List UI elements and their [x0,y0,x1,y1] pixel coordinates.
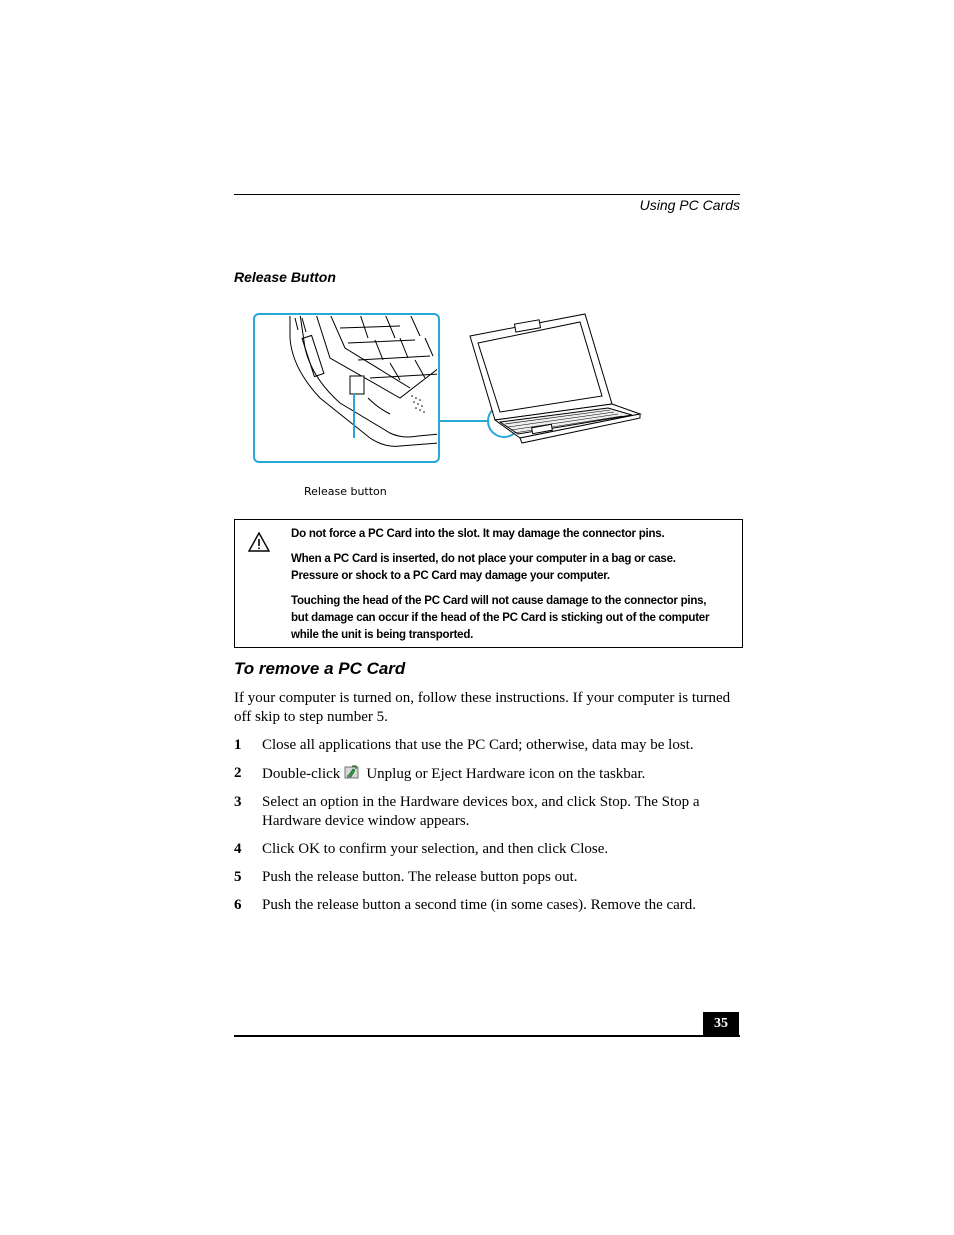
step-number: 6 [234,897,242,913]
step-text: Double-click [262,766,341,782]
step-number: 3 [234,794,242,810]
laptop-overview [470,314,640,443]
figure-caption: Release button [304,485,387,498]
figure-title: Release Button [234,269,336,285]
step-text: Push the release button a second time (in some cases). Remove the card. [262,897,697,913]
caution-box [234,519,743,648]
step-number: 5 [234,869,242,885]
step-item [234,764,740,784]
intro-paragraph: If your computer is turned on, follow these instructions. If your computer is turned off skip to step number 5. [234,690,731,725]
page-number: 35 [703,1012,739,1036]
steps-list [234,736,740,924]
running-header: Using PC Cards [639,197,740,213]
step-text: Close all applications that use the PC Card; otherwise, data may be lost. [262,737,694,753]
caution-paragraph: When a PC Card is inserted, do not place your computer in a bag or case. Pressure or shock to a PC Card may damage your computer. [291,551,676,582]
step-item [234,868,740,887]
step-number: 2 [234,765,242,781]
unplug-eject-hardware-icon [344,764,360,780]
step-text: Click OK to confirm your selection, and then click Close. [262,841,609,857]
zoom-callout [254,314,439,462]
section-heading: To remove a PC Card [234,659,406,678]
warning-triangle-icon [248,531,270,553]
step-number: 4 [234,841,242,857]
step-item [234,840,740,859]
caution-paragraph: Touching the head of the PC Card will not cause damage to the connector pins, but damage can occur if the head of the PC Card is sticking out of the computer while the unit is being transported. [291,593,710,641]
laptop-illustration [250,308,650,468]
step-text: Unplug or Eject Hardware icon on the taskbar. [366,766,646,782]
step-item [234,793,740,831]
step-number: 1 [234,737,242,753]
step-text: Select an option in the Hardware devices box, and click Stop. The Stop a Hardware device window appears. [262,794,700,829]
header-rule [234,194,740,195]
footer-rule [234,1035,740,1037]
step-item [234,736,740,755]
caution-paragraph: Do not force a PC Card into the slot. It may damage the connector pins. [291,526,665,540]
step-text: Push the release button. The release button pops out. [262,869,578,885]
step-item [234,896,740,915]
caution-text [291,525,723,651]
